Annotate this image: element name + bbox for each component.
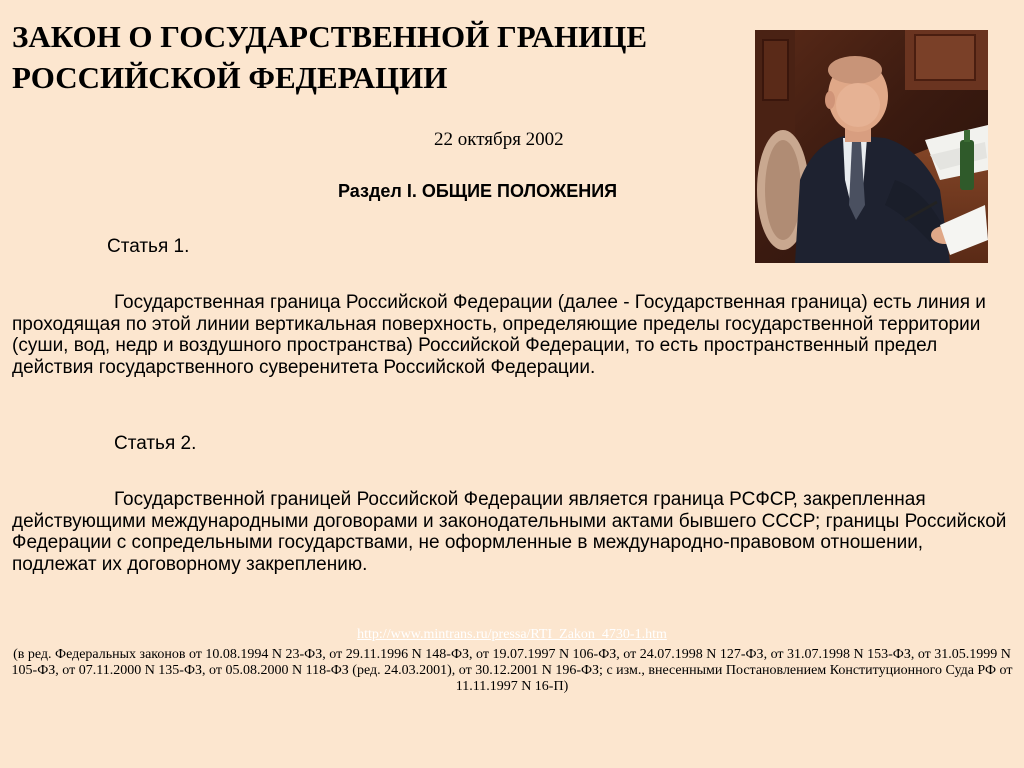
section-heading: Раздел I. ОБЩИЕ ПОЛОЖЕНИЯ — [338, 181, 618, 201]
title-line-2: РОССИЙСКОЙ ФЕДЕРАЦИИ — [12, 60, 448, 95]
page-title — [12, 16, 742, 98]
article-1-text: Государственная граница Российской Федерации (далее - Государственная граница) есть линия и проходящая по этой линии вертикальная поверхность, определяющие пределы государственной территории (суши, вод, недр и воздушного пространства) Российской Федерации, то есть пространственный предел действия государственного суверенитета Российской Федерации. — [12, 292, 986, 378]
article-1-label: Статья 1. — [107, 236, 190, 257]
article-2-label: Статья 2. — [114, 433, 197, 454]
revision-note: (в ред. Федеральных законов от 10.08.1994 N 23-ФЗ, от 29.11.1996 N 148-ФЗ, от 19.07.1997 N 106-ФЗ, от 24.07.1998 N 127-ФЗ, от 31.07.1998 N 153-ФЗ, от 31.05.1999 N 105-ФЗ, от 07.11.2000 N 135-ФЗ, от 05.08.2000 N 118-ФЗ (ред. 24.03.2001), от 30.12.2001 N 196-ФЗ; с изм., внесенными Постановлением Конституционного Суда РФ от 11.11.1997 N 16-П) — [11, 647, 1013, 694]
title-line-1: ЗАКОН О ГОСУДАРСТВЕННОЙ ГРАНИЦЕ — [12, 19, 648, 54]
document-date: 22 октября 2002 — [434, 129, 564, 150]
president-photo — [755, 30, 988, 263]
article-2-text: Государственной границей Российской Федерации является граница РСФСР, закрепленная действующими международными договорами и законодательными актами бывшего СССР; границы Российской Федерации с сопредельными государствами, не оформленные в международно-правовом отношении, подлежат их договорному закреплению. — [12, 489, 1007, 575]
source-link[interactable]: http://www.mintrans.ru/pressa/RTI_Zakon_4730-1.htm — [357, 627, 667, 642]
